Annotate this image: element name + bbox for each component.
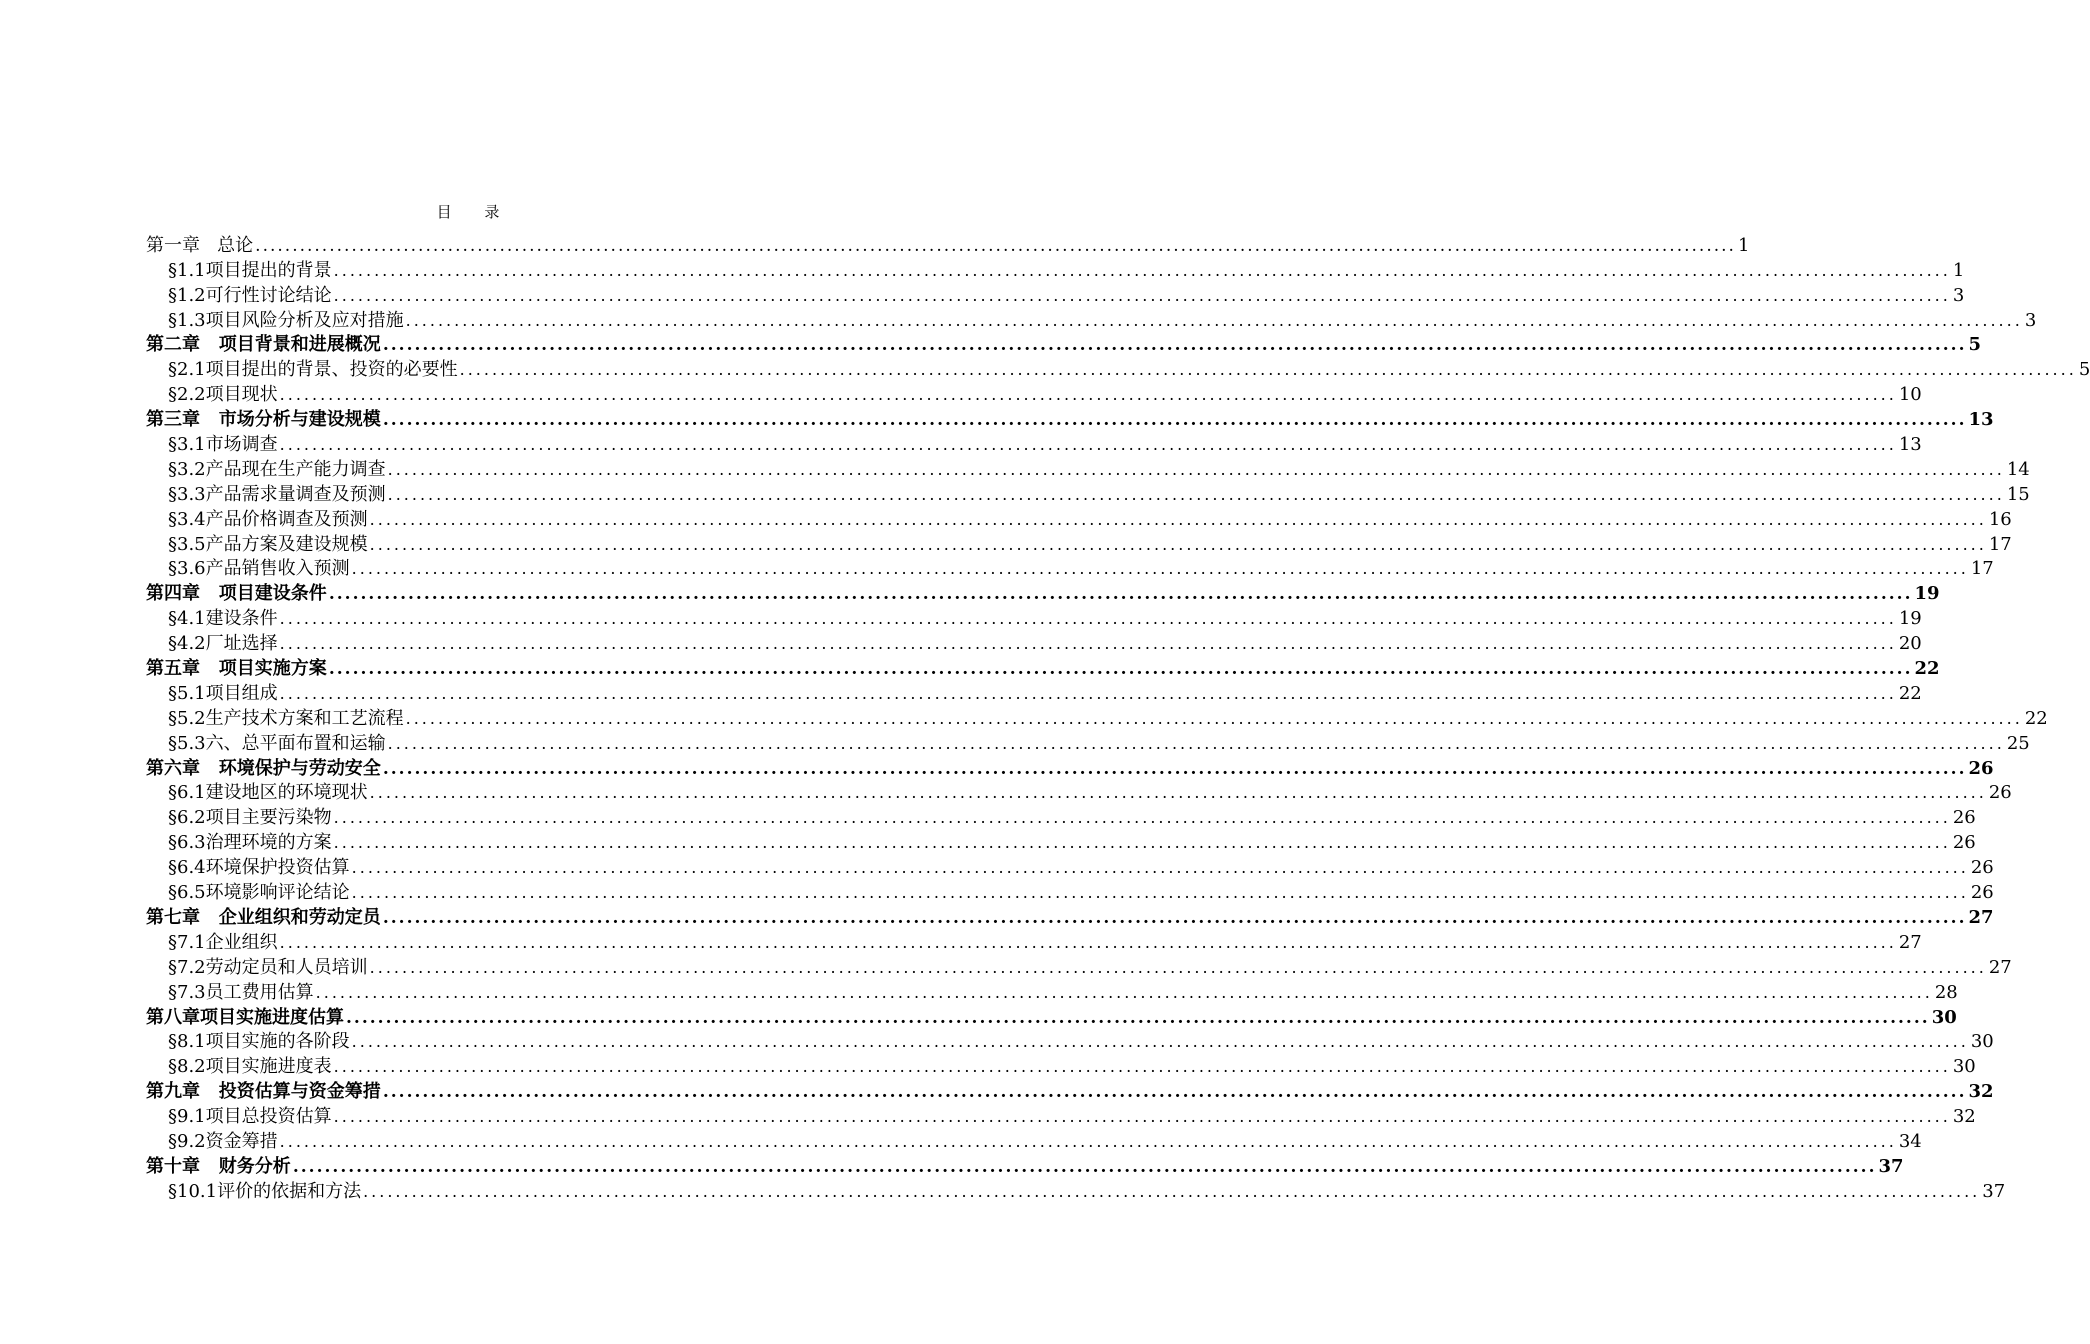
toc-section-entry[interactable] bbox=[146, 630, 1922, 655]
toc-page-number: 22 bbox=[1898, 682, 1922, 704]
toc-title: 目 录 bbox=[436, 203, 514, 221]
toc-page-number: 5 bbox=[1968, 334, 1982, 356]
toc-section-entry[interactable] bbox=[146, 431, 1922, 456]
toc-page-number: 26 bbox=[1952, 832, 1976, 854]
toc-page-number: 30 bbox=[1931, 1006, 1957, 1028]
toc-page-number: 19 bbox=[1914, 583, 1940, 605]
toc-dot-leader: ........................................................................................................................................................................................................ bbox=[351, 858, 1969, 878]
toc-page-number: 26 bbox=[1970, 882, 1994, 904]
toc-entry-label: §8.2项目实施进度表 bbox=[168, 1056, 332, 1078]
toc-page-number: 26 bbox=[1970, 857, 1994, 879]
toc-entry-label: §8.1项目实施的各阶段 bbox=[168, 1031, 350, 1053]
toc-dot-leader: ........................................................................................................................................................................................................ bbox=[292, 1156, 1877, 1177]
toc-entry-label: 第五章 项目实施方案 bbox=[146, 658, 327, 680]
toc-dot-leader: ........................................................................................................................................................................................................ bbox=[328, 659, 1913, 680]
toc-entry-label: §1.2可行性讨论结论 bbox=[168, 284, 332, 306]
toc-entry-label: §4.2厂址选择 bbox=[168, 633, 278, 655]
toc-section-entry[interactable] bbox=[146, 282, 1965, 307]
toc-page-number: 32 bbox=[1968, 1081, 1994, 1103]
toc-section-entry[interactable] bbox=[146, 829, 1976, 854]
toc-chapter-entry[interactable] bbox=[146, 655, 1940, 680]
toc-entry-label: §1.1项目提出的背景 bbox=[168, 259, 332, 281]
toc-section-entry[interactable] bbox=[146, 780, 2012, 805]
toc-page-number: 17 bbox=[1988, 533, 2012, 555]
toc-section-entry[interactable] bbox=[146, 381, 1922, 406]
toc-page-number: 28 bbox=[1934, 981, 1958, 1003]
toc-page-number: 26 bbox=[1988, 782, 2012, 804]
toc-page-number: 1 bbox=[1737, 234, 1750, 256]
toc-chapter-entry[interactable] bbox=[146, 332, 1982, 357]
toc-dot-leader: ........................................................................................................................................................................................................ bbox=[333, 285, 1951, 305]
toc-dot-leader: ........................................................................................................................................................................................................ bbox=[255, 235, 1736, 256]
toc-page-number: 13 bbox=[1898, 434, 1922, 456]
toc-dot-leader: ........................................................................................................................................................................................................ bbox=[369, 783, 1987, 803]
toc-dot-leader: ........................................................................................................................................................................................................ bbox=[333, 833, 1951, 853]
toc-section-entry[interactable] bbox=[146, 307, 2037, 332]
toc-entry-label: §5.3六、总平面布置和运输 bbox=[168, 732, 386, 754]
toc-chapter-entry[interactable] bbox=[146, 1153, 1904, 1178]
toc-dot-leader: ........................................................................................................................................................................................................ bbox=[405, 310, 2023, 330]
toc-section-entry[interactable] bbox=[146, 1053, 1976, 1078]
toc-entry-label: §3.4产品价格调查及预测 bbox=[168, 508, 368, 530]
toc-page-number: 14 bbox=[2006, 458, 2030, 480]
toc-entry-label: §3.3产品需求量调查及预测 bbox=[168, 483, 386, 505]
toc-page-number: 16 bbox=[1988, 508, 2012, 530]
toc-section-entry[interactable] bbox=[146, 954, 2012, 979]
toc-dot-leader: ........................................................................................................................................................................................................ bbox=[369, 509, 1987, 529]
toc-entry-label: §5.1项目组成 bbox=[168, 682, 278, 704]
toc-entry-label: §3.1市场调查 bbox=[168, 434, 278, 456]
toc-chapter-entry[interactable] bbox=[146, 406, 1994, 431]
toc-section-entry[interactable] bbox=[146, 730, 2030, 755]
toc-entry-label: 第三章 市场分析与建设规模 bbox=[146, 409, 381, 431]
toc-entry-label: 第九章 投资估算与资金筹措 bbox=[146, 1081, 381, 1103]
toc-entry-label: §2.1项目提出的背景、投资的必要性 bbox=[168, 359, 458, 381]
toc-entry-label: §9.1项目总投资估算 bbox=[168, 1106, 332, 1128]
toc-section-entry[interactable] bbox=[146, 1029, 1994, 1054]
toc-page-number: 26 bbox=[1952, 807, 1976, 829]
toc-dot-leader: ........................................................................................................................................................................................................ bbox=[382, 335, 1967, 356]
toc-dot-leader: ........................................................................................................................................................................................................ bbox=[279, 683, 1897, 703]
toc-dot-leader: ........................................................................................................................................................................................................ bbox=[333, 1107, 1951, 1127]
toc-dot-leader: ........................................................................................................................................................................................................ bbox=[333, 260, 1951, 280]
toc-section-entry[interactable] bbox=[146, 1128, 1922, 1153]
toc-dot-leader: ........................................................................................................................................................................................................ bbox=[363, 1181, 1981, 1201]
toc-dot-leader: ........................................................................................................................................................................................................ bbox=[459, 360, 2077, 380]
toc-page-number: 17 bbox=[1970, 558, 1994, 580]
toc-dot-leader: ........................................................................................................................................................................................................ bbox=[382, 758, 1967, 779]
toc-page-number: 30 bbox=[1970, 1031, 1994, 1053]
toc-page-number: 37 bbox=[1878, 1155, 1904, 1177]
toc-entry-label: §7.3员工费用估算 bbox=[168, 981, 314, 1003]
toc-dot-leader: ........................................................................................................................................................................................................ bbox=[333, 1057, 1951, 1077]
toc-dot-leader: ........................................................................................................................................................................................................ bbox=[369, 534, 1987, 554]
toc-dot-leader: ........................................................................................................................................................................................................ bbox=[369, 957, 1987, 977]
toc-dot-leader: ........................................................................................................................................................................................................ bbox=[351, 1032, 1969, 1052]
toc-entry-label: §3.2产品现在生产能力调查 bbox=[168, 458, 386, 480]
toc-entry-label: 第二章 项目背景和进展概况 bbox=[146, 334, 381, 356]
toc-dot-leader: ........................................................................................................................................................................................................ bbox=[279, 932, 1897, 952]
toc-entry-label: §6.3治理环境的方案 bbox=[168, 832, 332, 854]
toc-page-number: 26 bbox=[1968, 757, 1994, 779]
toc-section-entry[interactable] bbox=[146, 531, 2012, 556]
toc-entry-label: 第八章项目实施进度估算 bbox=[146, 1006, 344, 1028]
toc-dot-leader: ........................................................................................................................................................................................................ bbox=[279, 634, 1897, 654]
toc-section-entry[interactable] bbox=[146, 356, 2090, 381]
toc-dot-leader: ........................................................................................................................................................................................................ bbox=[382, 907, 1967, 928]
toc-chapter-entry[interactable] bbox=[146, 904, 1994, 929]
toc-entry-label: 第一章 总论 bbox=[146, 234, 254, 256]
toc-page-number: 19 bbox=[1898, 608, 1922, 630]
table-of-contents bbox=[146, 232, 2090, 1203]
toc-entry-label: 第十章 财务分析 bbox=[146, 1155, 291, 1177]
toc-page-number: 22 bbox=[1914, 658, 1940, 680]
toc-page-number: 20 bbox=[1898, 633, 1922, 655]
toc-dot-leader: ........................................................................................................................................................................................................ bbox=[382, 410, 1967, 431]
toc-dot-leader: ........................................................................................................................................................................................................ bbox=[279, 435, 1897, 455]
toc-section-entry[interactable] bbox=[146, 605, 1922, 630]
toc-dot-leader: ........................................................................................................................................................................................................ bbox=[382, 1082, 1967, 1103]
toc-section-entry[interactable] bbox=[146, 257, 1965, 282]
toc-page-number: 1 bbox=[1952, 259, 1965, 281]
toc-section-entry[interactable] bbox=[146, 481, 2030, 506]
toc-dot-leader: ........................................................................................................................................................................................................ bbox=[279, 1131, 1897, 1151]
toc-section-entry[interactable] bbox=[146, 506, 2012, 531]
toc-dot-leader: ........................................................................................................................................................................................................ bbox=[346, 1007, 1930, 1028]
toc-entry-label: §2.2项目现状 bbox=[168, 384, 278, 406]
toc-dot-leader: ........................................................................................................................................................................................................ bbox=[279, 609, 1897, 629]
toc-chapter-entry[interactable] bbox=[146, 232, 1750, 257]
toc-dot-leader: ........................................................................................................................................................................................................ bbox=[351, 559, 1969, 579]
toc-section-entry[interactable] bbox=[146, 804, 1976, 829]
toc-entry-label: §5.2生产技术方案和工艺流程 bbox=[168, 707, 404, 729]
toc-section-entry[interactable] bbox=[146, 705, 2048, 730]
toc-dot-leader: ........................................................................................................................................................................................................ bbox=[387, 484, 2005, 504]
toc-page-number: 3 bbox=[2024, 309, 2037, 331]
toc-page-number: 22 bbox=[2024, 707, 2048, 729]
toc-page-number: 10 bbox=[1898, 384, 1922, 406]
toc-page-number: 34 bbox=[1898, 1130, 1922, 1152]
toc-dot-leader: ........................................................................................................................................................................................................ bbox=[387, 459, 2005, 479]
toc-page-number: 27 bbox=[1988, 956, 2012, 978]
toc-chapter-entry[interactable] bbox=[146, 580, 1940, 605]
toc-page-number: 32 bbox=[1952, 1106, 1976, 1128]
toc-dot-leader: ........................................................................................................................................................................................................ bbox=[405, 708, 2023, 728]
toc-entry-label: §7.2劳动定员和人员培训 bbox=[168, 956, 368, 978]
toc-section-entry[interactable] bbox=[146, 929, 1922, 954]
toc-entry-label: 第四章 项目建设条件 bbox=[146, 583, 327, 605]
toc-chapter-entry[interactable] bbox=[146, 1004, 1957, 1029]
toc-chapter-entry[interactable] bbox=[146, 1078, 1994, 1103]
toc-section-entry[interactable] bbox=[146, 979, 1958, 1004]
toc-section-entry[interactable] bbox=[146, 854, 1994, 879]
toc-dot-leader: ........................................................................................................................................................................................................ bbox=[315, 982, 1933, 1002]
toc-section-entry[interactable] bbox=[146, 879, 1994, 904]
toc-chapter-entry[interactable] bbox=[146, 755, 1994, 780]
toc-entry-label: §6.4环境保护投资估算 bbox=[168, 857, 350, 879]
toc-section-entry[interactable] bbox=[146, 1103, 1976, 1128]
toc-entry-label: 第七章 企业组织和劳动定员 bbox=[146, 906, 381, 928]
toc-entry-label: 第六章 环境保护与劳动安全 bbox=[146, 757, 381, 779]
toc-page-number: 15 bbox=[2006, 483, 2030, 505]
toc-page-number: 25 bbox=[2006, 732, 2030, 754]
toc-entry-label: §6.2项目主要污染物 bbox=[168, 807, 332, 829]
toc-page-number: 27 bbox=[1968, 906, 1994, 928]
toc-section-entry[interactable] bbox=[146, 680, 1922, 705]
toc-entry-label: §7.1企业组织 bbox=[168, 931, 278, 953]
toc-page-number: 30 bbox=[1952, 1056, 1976, 1078]
toc-entry-label: §6.1建设地区的环境现状 bbox=[168, 782, 368, 804]
toc-section-entry[interactable] bbox=[146, 1178, 2006, 1203]
toc-dot-leader: ........................................................................................................................................................................................................ bbox=[333, 808, 1951, 828]
toc-page-number: 3 bbox=[1952, 284, 1965, 306]
toc-entry-label: §1.3项目风险分析及应对措施 bbox=[168, 309, 404, 331]
toc-dot-leader: ........................................................................................................................................................................................................ bbox=[351, 883, 1969, 903]
toc-dot-leader: ........................................................................................................................................................................................................ bbox=[279, 385, 1897, 405]
toc-entry-label: §10.1评价的依据和方法 bbox=[168, 1180, 362, 1202]
toc-page-number: 13 bbox=[1968, 409, 1994, 431]
toc-entry-label: §3.6产品销售收入预测 bbox=[168, 558, 350, 580]
toc-entry-label: §9.2资金筹措 bbox=[168, 1130, 278, 1152]
toc-dot-leader: ........................................................................................................................................................................................................ bbox=[328, 584, 1913, 605]
toc-entry-label: §6.5环境影响评论结论 bbox=[168, 882, 350, 904]
toc-entry-label: §4.1建设条件 bbox=[168, 608, 278, 630]
toc-dot-leader: ........................................................................................................................................................................................................ bbox=[387, 733, 2005, 753]
toc-section-entry[interactable] bbox=[146, 556, 1994, 581]
toc-page-number: 37 bbox=[1982, 1180, 2006, 1202]
toc-page-number: 27 bbox=[1898, 931, 1922, 953]
toc-entry-label: §3.5产品方案及建设规模 bbox=[168, 533, 368, 555]
toc-page-number: 5 bbox=[2078, 359, 2090, 381]
toc-section-entry[interactable] bbox=[146, 456, 2030, 481]
